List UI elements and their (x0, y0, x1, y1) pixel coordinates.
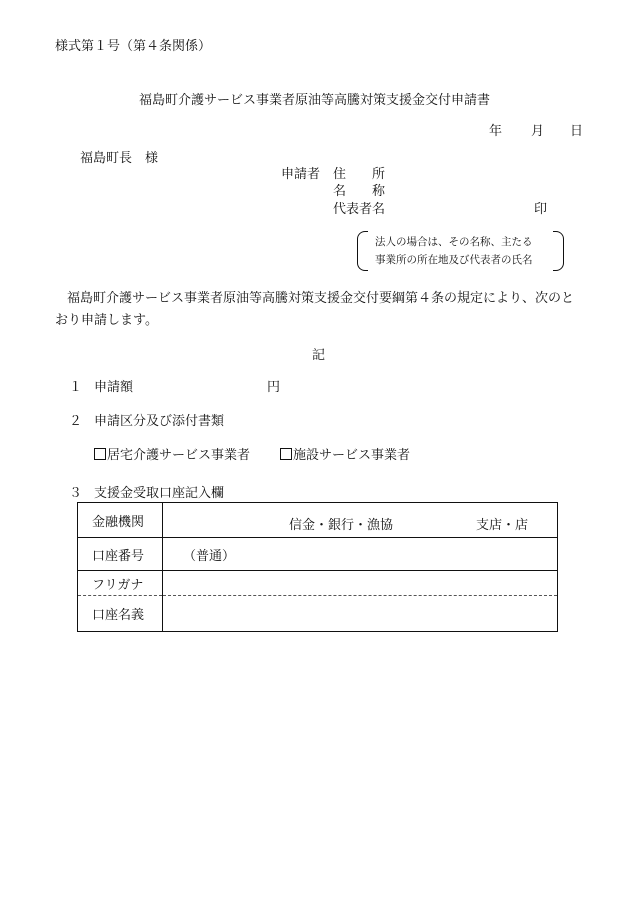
account-table (77, 502, 558, 632)
checkbox-home-care[interactable] (94, 448, 106, 460)
table-row (78, 538, 558, 571)
addressee: 福島町長 様 (80, 151, 159, 166)
ki-heading: 記 (312, 348, 326, 363)
branch-types: 支店・店 (476, 518, 529, 533)
account-number-label: 口座番号 (78, 538, 163, 571)
note-line-2: 事業所の所在地及び代表者の氏名 (375, 254, 533, 266)
bank-types: 信金・銀行・漁協 (289, 518, 394, 533)
option-facility-label: 施設サービス事業者 (293, 448, 411, 463)
name-label: 名 称 (333, 184, 386, 199)
option-facility[interactable] (280, 448, 410, 462)
bracket-right (553, 231, 564, 271)
corporate-note (357, 231, 564, 269)
bracket-left (357, 231, 368, 271)
checkbox-facility[interactable] (280, 448, 292, 460)
bank-label: 金融機関 (78, 503, 163, 538)
body-text-line-1: 福島町介護サービス事業者原油等高騰対策支援金交付要綱第４条の規定により、次のと (67, 291, 575, 306)
seal-mark: 印 (534, 202, 548, 217)
item-2-label: 申請区分及び添付書類 (94, 414, 225, 429)
bank-field[interactable] (163, 503, 558, 538)
furigana-label: フリガナ (78, 571, 163, 596)
body-text-line-2: おり申請します。 (55, 313, 158, 328)
address-label: 住 所 (333, 167, 386, 182)
table-row (78, 596, 558, 632)
table-row (78, 571, 558, 596)
item-1-label: 申請額 (94, 380, 134, 395)
item-3-label: 支援金受取口座記入欄 (94, 486, 225, 501)
item-2-number: ２ (69, 414, 83, 429)
item-1-number: １ (69, 380, 83, 395)
form-number: 様式第１号（第４条関係） (55, 39, 212, 54)
account-number-field[interactable] (163, 538, 558, 571)
account-name-label: 口座名義 (78, 596, 163, 632)
representative-label: 代表者名 (333, 202, 386, 217)
option-home-care[interactable] (94, 448, 250, 462)
document-title: 福島町介護サービス事業者原油等高騰対策支援金交付申請書 (139, 93, 491, 108)
note-line-1: 法人の場合は、その名称、主たる (375, 236, 533, 248)
furigana-field[interactable] (163, 571, 558, 596)
date-year-label: 年 (489, 124, 503, 139)
account-name-field[interactable] (163, 596, 558, 632)
date-day-label: 日 (570, 124, 584, 139)
date-month-label: 月 (531, 124, 545, 139)
item-3-number: ３ (69, 486, 83, 501)
table-row (78, 503, 558, 538)
option-home-care-label: 居宅介護サービス事業者 (107, 448, 251, 463)
applicant-label: 申請者 (281, 167, 321, 182)
account-type: （普通） (183, 548, 236, 564)
amount-unit: 円 (267, 380, 281, 395)
